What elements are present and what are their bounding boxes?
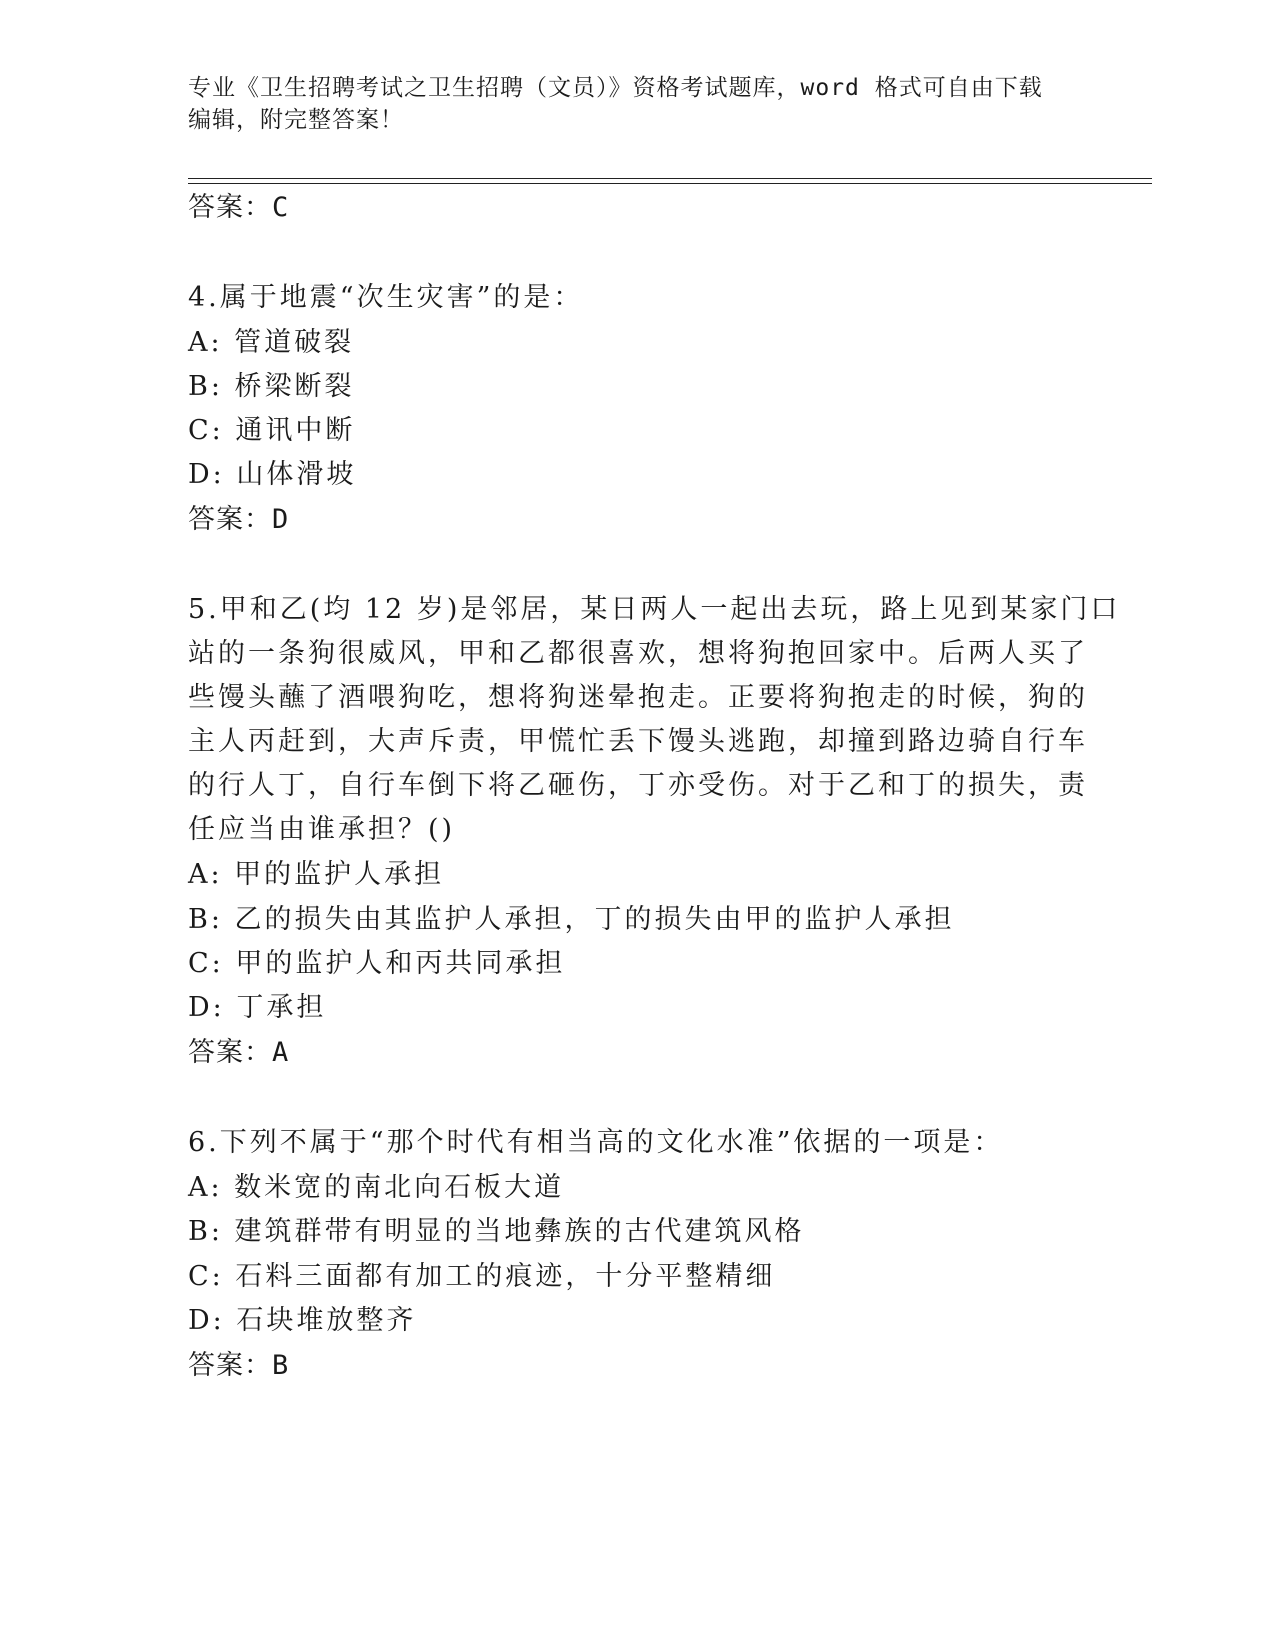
answer-value: D	[272, 504, 290, 535]
document-header	[188, 72, 1088, 136]
q3-answer	[188, 190, 289, 226]
q5-answer	[188, 1035, 289, 1071]
q5-stem-line: 任应当由谁承担？()	[188, 814, 456, 845]
q5-option-a: A: 甲的监护人承担	[188, 859, 445, 890]
answer-label: 答案：	[188, 1037, 272, 1068]
answer-value: C	[272, 192, 290, 223]
q4-option-a: A: 管道破裂	[188, 327, 355, 358]
answer-label: 答案：	[188, 1350, 272, 1381]
answer-value: B	[272, 1350, 290, 1381]
q5-stem-line: 站的一条狗很威风，甲和乙都很喜欢，想将狗抱回家中。后两人买了	[188, 638, 1088, 669]
answer-value: A	[272, 1037, 290, 1068]
q4-answer	[188, 502, 289, 538]
q6-option-d: D: 石块堆放整齐	[188, 1305, 417, 1336]
header-divider-bottom	[188, 183, 1152, 184]
q5-stem-line: 的行人丁，自行车倒下将乙砸伤，丁亦受伤。对于乙和丁的损失，责	[188, 770, 1088, 801]
q4-option-d: D: 山体滑坡	[188, 459, 357, 490]
q4-option-c: C: 通讯中断	[188, 415, 356, 446]
q4-stem: 4.属于地震“次生灾害”的是：	[188, 282, 584, 313]
header-line-1: 专业《卫生招聘考试之卫生招聘（文员）》资格考试题库，word 格式可自由下载	[188, 75, 1043, 101]
q6-answer	[188, 1348, 289, 1384]
header-divider-top	[188, 178, 1152, 179]
q6-option-c: C: 石料三面都有加工的痕迹，十分平整精细	[188, 1261, 776, 1292]
answer-label: 答案：	[188, 504, 272, 535]
q5-stem-line: 主人丙赶到，大声斥责，甲慌忙丢下馒头逃跑，却撞到路边骑自行车	[188, 726, 1088, 757]
answer-label: 答案：	[188, 192, 272, 223]
q6-stem: 6.下列不属于“那个时代有相当高的文化水准”依据的一项是：	[188, 1127, 1004, 1158]
q5-option-b: B: 乙的损失由其监护人承担，丁的损失由甲的监护人承担	[188, 904, 955, 935]
q6-option-a: A: 数米宽的南北向石板大道	[188, 1172, 565, 1203]
q5-option-d: D: 丁承担	[188, 992, 327, 1023]
q6-option-b: B: 建筑群带有明显的当地彝族的古代建筑风格	[188, 1216, 805, 1247]
q5-stem-line: 些馒头蘸了酒喂狗吃，想将狗迷晕抱走。正要将狗抱走的时候，狗的	[188, 682, 1088, 713]
q4-option-b: B: 桥梁断裂	[188, 371, 355, 402]
q5-stem-line: 5.甲和乙(均 12 岁)是邻居，某日两人一起出去玩，路上见到某家门口	[188, 594, 1121, 625]
q5-option-c: C: 甲的监护人和丙共同承担	[188, 948, 566, 979]
header-line-2: 编辑，附完整答案！	[188, 107, 404, 133]
